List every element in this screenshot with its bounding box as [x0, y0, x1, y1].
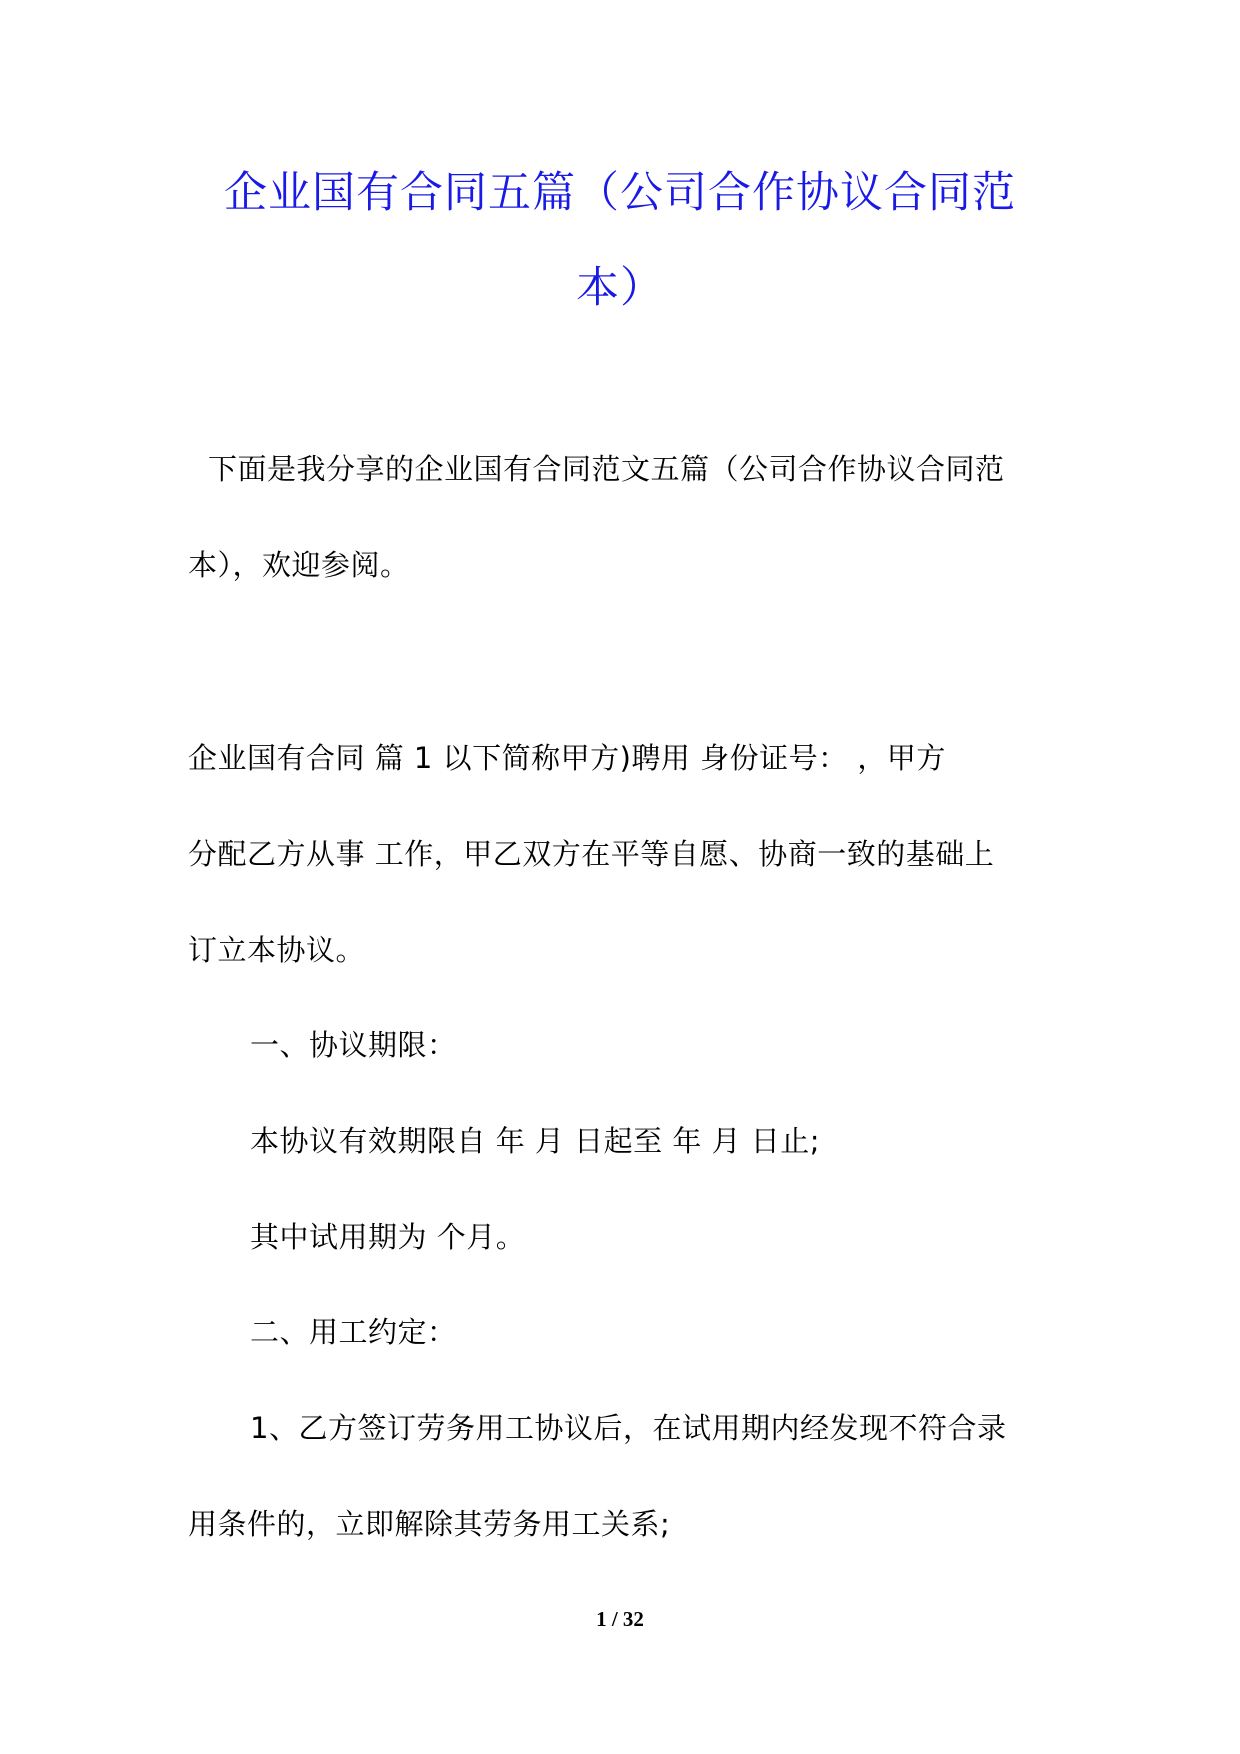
intro-line-1: 下面是我分享的企业国有合同范文五篇（公司合作协议合同范 — [208, 452, 1005, 486]
body-line: 其中试用期为 个月。 — [250, 1220, 526, 1254]
section-heading: 一、协议期限： — [250, 1028, 457, 1062]
body-line: 分配乙方从事 工作，甲乙双方在平等自愿、协商一致的基础上 — [188, 837, 995, 871]
body-line: 企业国有合同 篇 1 以下简称甲方)聘用 身份证号： ，甲方 — [188, 741, 946, 775]
body-line: 用条件的，立即解除其劳务用工关系; — [188, 1507, 671, 1541]
document-title-line-1: 企业国有合同五篇（公司合作协议合同范 — [224, 168, 1016, 218]
body-line: 订立本协议。 — [188, 933, 366, 967]
section-heading: 二、用工约定： — [250, 1315, 457, 1349]
intro-line-2: 本），欢迎参阅。 — [188, 548, 410, 582]
body-line: 本协议有效期限自 年 月 日起至 年 月 日止; — [250, 1124, 821, 1158]
page-number: 1 / 32 — [596, 1607, 644, 1631]
body-line: 1、乙方签订劳务用工协议后，在试用期内经发现不符合录 — [250, 1411, 1007, 1445]
document-title-line-2: 本） — [576, 263, 664, 313]
